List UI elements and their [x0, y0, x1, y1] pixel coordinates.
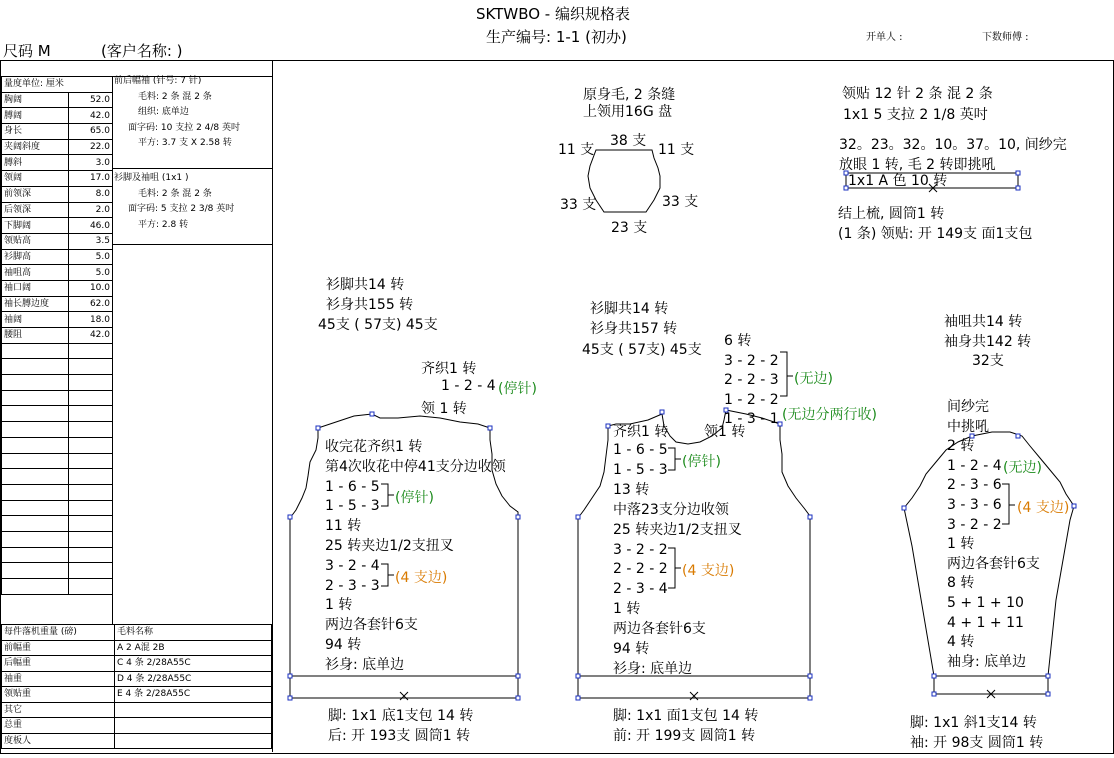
spec-value: 52.0	[69, 92, 113, 108]
handle	[932, 674, 936, 678]
sleeve-head3: 32支	[972, 353, 1004, 369]
unit-label: 量度单位: 厘米	[2, 77, 113, 93]
material-body-line: 面字码: 10 支拉 2 4/8 英吋	[128, 122, 240, 133]
back-foot2: 后: 开 193支 圆筒1 转	[328, 728, 471, 744]
weight-label: 前幅重	[2, 640, 115, 656]
back-step: 25 转夹边1/2支扭叉	[325, 537, 454, 554]
spec-value: 5.0	[69, 265, 113, 281]
spec-value: 22.0	[69, 139, 113, 155]
handle	[288, 515, 292, 519]
handle	[516, 674, 520, 678]
back-step: 3 - 2 - 4	[325, 557, 380, 574]
front-step: 2 - 2 - 2	[613, 561, 668, 578]
customer-label: (客户名称: )	[101, 42, 183, 60]
sleeve-steps	[947, 398, 1040, 672]
front-step: 1 - 5 - 3	[613, 461, 668, 478]
front-step: 13 转	[613, 481, 650, 498]
back-step: 1 转	[325, 597, 353, 614]
handle	[606, 424, 610, 428]
sleeve-foot2: 袖: 开 98支 圆筒1 转	[910, 735, 1044, 751]
spec-label: 膊阔	[2, 108, 69, 124]
spec-label: 领阔	[2, 171, 69, 187]
handle	[576, 515, 580, 519]
spec-value: 42.0	[69, 108, 113, 124]
weight-value: C 4 条 2/28A55C	[115, 656, 272, 672]
back-step: 第4次收花中停41支分边收领	[325, 458, 506, 475]
back-note3: 领 1 转	[421, 401, 467, 417]
back-head2: 衫身共155 转	[326, 297, 414, 313]
weight-label: 后幅重	[2, 656, 115, 672]
spec-label: 膊斜	[2, 155, 69, 171]
back-head1: 衫脚共14 转	[326, 277, 405, 293]
handle	[1016, 186, 1020, 190]
front-tag-top1: (无边)	[794, 371, 833, 387]
neckband-line6: (1 条) 领贴: 开 149支 面1支包	[838, 226, 1033, 242]
spec-value: 10.0	[69, 280, 113, 296]
front-step: 25 转夹边1/2支扭叉	[613, 521, 742, 538]
neckband-line2: 1x1 5 支拉 2 1/8 英吋	[843, 107, 988, 123]
spec-value: 65.0	[69, 124, 113, 140]
handle	[488, 426, 492, 430]
back-tag-b: (4 支边)	[395, 570, 448, 586]
spec-label: 腰阻	[2, 328, 69, 344]
weight-header-left: 每件落机重量 (磅)	[2, 625, 115, 641]
collar-left-bottom: 33 支	[560, 197, 597, 213]
spec-value: 5.0	[69, 249, 113, 265]
front-foot2: 前: 开 199支 圆筒1 转	[613, 728, 756, 744]
spec-value: 17.0	[69, 171, 113, 187]
size-label: 尺码 M	[3, 42, 51, 60]
collar-right-top: 11 支	[658, 142, 695, 158]
collar-top: 38 支	[610, 133, 647, 149]
material-body-line: 毛料: 2 条 混 2 条	[138, 91, 212, 102]
spec-label: 袖咀高	[2, 265, 69, 281]
back-step: 1 - 5 - 3	[325, 498, 380, 515]
neckband-line5: 结上梳, 圆筒1 转	[838, 206, 945, 222]
handle	[288, 696, 292, 700]
back-foot1: 脚: 1x1 底1支包 14 转	[328, 708, 474, 724]
front-step: 两边各套针6支	[613, 621, 706, 638]
handle	[902, 506, 906, 510]
sleeve-step: 3 - 2 - 2	[947, 516, 1002, 533]
spec-value: 42.0	[69, 328, 113, 344]
front-top-step: 6 转	[724, 333, 752, 349]
weight-label: 其它	[2, 702, 115, 718]
back-step: 11 转	[325, 518, 362, 535]
handle	[288, 674, 292, 678]
spec-value: 3.0	[69, 155, 113, 171]
sleeve-tag-a: (无边)	[1003, 460, 1042, 476]
front-tag-b: (4 支边)	[682, 563, 735, 579]
front-head3: 45支 ( 57支) 45支	[582, 342, 702, 358]
neckband-line1: 领贴 12 针 2 条 混 2 条	[842, 86, 993, 102]
sleeve-step: 间纱完	[947, 399, 989, 415]
front-head1: 衫脚共14 转	[590, 301, 669, 317]
spec-label: 袖长膊边度	[2, 296, 69, 312]
sleeve-step: 8 转	[947, 575, 975, 592]
handle	[576, 674, 580, 678]
neckband-line4: 放眼 1 转, 毛 2 转即挑吼	[839, 157, 996, 173]
front-right-label: 领1 转	[704, 424, 746, 440]
handle	[516, 696, 520, 700]
handle	[1016, 171, 1020, 175]
handle	[808, 674, 812, 678]
weight-value: D 4 条 2/28A55C	[115, 671, 272, 687]
back-steps	[325, 438, 506, 676]
spec-label: 胸阔	[2, 92, 69, 108]
spec-value: 3.5	[69, 233, 113, 249]
sleeve-step: 4 + 1 + 11	[947, 614, 1024, 631]
handle	[1046, 692, 1050, 696]
sleeve-head1: 袖咀共14 转	[944, 314, 1023, 330]
front-top-step: 2 - 2 - 3	[724, 372, 779, 388]
collar-line1: 原身毛, 2 条缝	[583, 87, 676, 103]
center-mark	[690, 692, 698, 700]
material-rib-line: 毛料: 2 条 混 2 条	[138, 188, 212, 199]
order-number: 生产编号: 1-1 (初办)	[486, 28, 627, 46]
back-rib	[290, 676, 518, 698]
spec-value: 2.0	[69, 202, 113, 218]
material-rib-line: 平方: 2.8 转	[138, 219, 189, 230]
handle	[576, 696, 580, 700]
issuer-label: 开单人 :	[866, 32, 903, 43]
sleeve-rib	[934, 676, 1048, 694]
spec-label: 下脚阔	[2, 218, 69, 234]
sleeve-step: 袖身: 底单边	[947, 653, 1027, 670]
back-head3: 45支 ( 57支) 45支	[318, 317, 438, 333]
front-left-label: 齐织1 转	[613, 424, 669, 440]
front-step: 3 - 2 - 2	[613, 541, 668, 558]
sleeve-step: 2 - 3 - 6	[947, 477, 1002, 494]
front-step: 中落23支分边收领	[613, 501, 729, 518]
master-label: 下数师傅 :	[982, 32, 1029, 43]
handle	[932, 692, 936, 696]
front-step: 94 转	[613, 641, 650, 658]
front-tag-top2: (无边分两行收)	[782, 407, 877, 423]
collar-bottom: 23 支	[611, 220, 648, 236]
front-top-step: 1 - 2 - 2	[724, 391, 779, 408]
front-step: 1 - 6 - 5	[613, 442, 668, 458]
weight-label: 袖重	[2, 671, 115, 687]
material-rib-title: 衫脚及袖咀 (1x1 )	[114, 173, 189, 183]
weight-value: A 2 A混 2B	[115, 640, 272, 656]
sleeve-foot1: 脚: 1x1 斜1支14 转	[910, 715, 1037, 731]
back-note2-tag: (停针)	[498, 381, 537, 397]
sleeve-step: 3 - 3 - 6	[947, 496, 1002, 513]
spec-value: 18.0	[69, 312, 113, 328]
front-top-step: 1 - 3 - 1	[724, 411, 779, 427]
front-top-step: 3 - 2 - 2	[724, 352, 779, 369]
spec-label: 前领深	[2, 186, 69, 202]
front-foot1: 脚: 1x1 面1支包 14 转	[613, 708, 759, 724]
front-tag-a: (停针)	[682, 454, 721, 470]
sleeve-step: 1 - 2 - 4	[947, 457, 1002, 474]
handle	[516, 515, 520, 519]
handle	[1072, 504, 1076, 508]
material-body-line: 组织: 底单边	[138, 107, 189, 117]
spec-label: 袖阔	[2, 312, 69, 328]
sleeve-step: 中挑吼	[947, 418, 989, 435]
back-note1: 齐织1 转	[421, 361, 477, 377]
bracket	[780, 352, 793, 396]
sleeve-step: 两边各套针6支	[947, 555, 1040, 572]
spec-label: 袖口阔	[2, 280, 69, 296]
back-step: 94 转	[325, 636, 362, 653]
neckband-box-text: 1x1 A 色 10 转	[848, 173, 948, 189]
back-step: 2 - 3 - 3	[325, 577, 380, 594]
front-step: 2 - 3 - 4	[613, 581, 668, 598]
spec-label: 夹阔斜度	[2, 139, 69, 155]
weight-value: E 4 条 2/28A55C	[115, 687, 272, 703]
page-title: SKTWBO - 编织规格表	[476, 5, 630, 23]
center-mark	[400, 692, 408, 700]
neckband-line3: 32。23。32。10。37。10, 间纱完	[839, 137, 1067, 153]
back-note2: 1 - 2 - 4	[441, 378, 496, 394]
back-tag-a: (停针)	[395, 490, 434, 506]
front-step: 衫身: 底单边	[613, 660, 693, 677]
material-rib-line: 面字码: 5 支拉 2 3/8 英吋	[128, 204, 235, 214]
spec-label: 身长	[2, 124, 69, 140]
collar-right-bottom: 33 支	[662, 194, 699, 210]
back-step: 两边各套针6支	[325, 617, 418, 634]
weight-header-right: 毛料名称	[115, 625, 272, 641]
spec-value: 62.0	[69, 296, 113, 312]
spec-value: 8.0	[69, 186, 113, 202]
material-body-title: 前后幅袖 (针号: 7 针)	[114, 76, 202, 86]
material-body-line: 平方: 3.7 支 X 2.58 转	[138, 138, 232, 148]
back-step: 衫身: 底单边	[325, 656, 405, 673]
handle	[660, 410, 664, 414]
handle	[316, 426, 320, 430]
front-step: 1 转	[613, 601, 641, 618]
collar-shape	[588, 150, 660, 212]
back-step: 收完花齐织1 转	[325, 439, 423, 455]
collar-left-top: 11 支	[558, 142, 595, 158]
sleeve-head2: 袖身共142 转	[944, 334, 1032, 350]
handle	[370, 412, 374, 416]
spec-value: 46.0	[69, 218, 113, 234]
weight-label: 度板人	[2, 733, 115, 749]
sleeve-step: 4 转	[947, 634, 975, 651]
handle	[808, 696, 812, 700]
spec-label: 衫脚高	[2, 249, 69, 265]
weight-label: 总重	[2, 718, 115, 734]
spec-label: 后领深	[2, 202, 69, 218]
back-step: 1 - 6 - 5	[325, 478, 380, 495]
sleeve-step: 5 + 1 + 10	[947, 594, 1024, 611]
collar-line2: 上领用16G 盘	[583, 104, 673, 120]
weight-label: 领贴重	[2, 687, 115, 703]
front-head2: 衫身共157 转	[590, 321, 678, 337]
sleeve-tag-b: (4 支边)	[1017, 500, 1070, 516]
handle	[808, 515, 812, 519]
handle	[1046, 674, 1050, 678]
sleeve-step: 1 转	[947, 536, 975, 553]
sleeve-step: 2 转	[947, 438, 975, 455]
front-top-steps	[724, 332, 779, 430]
spec-label: 领贴高	[2, 233, 69, 249]
